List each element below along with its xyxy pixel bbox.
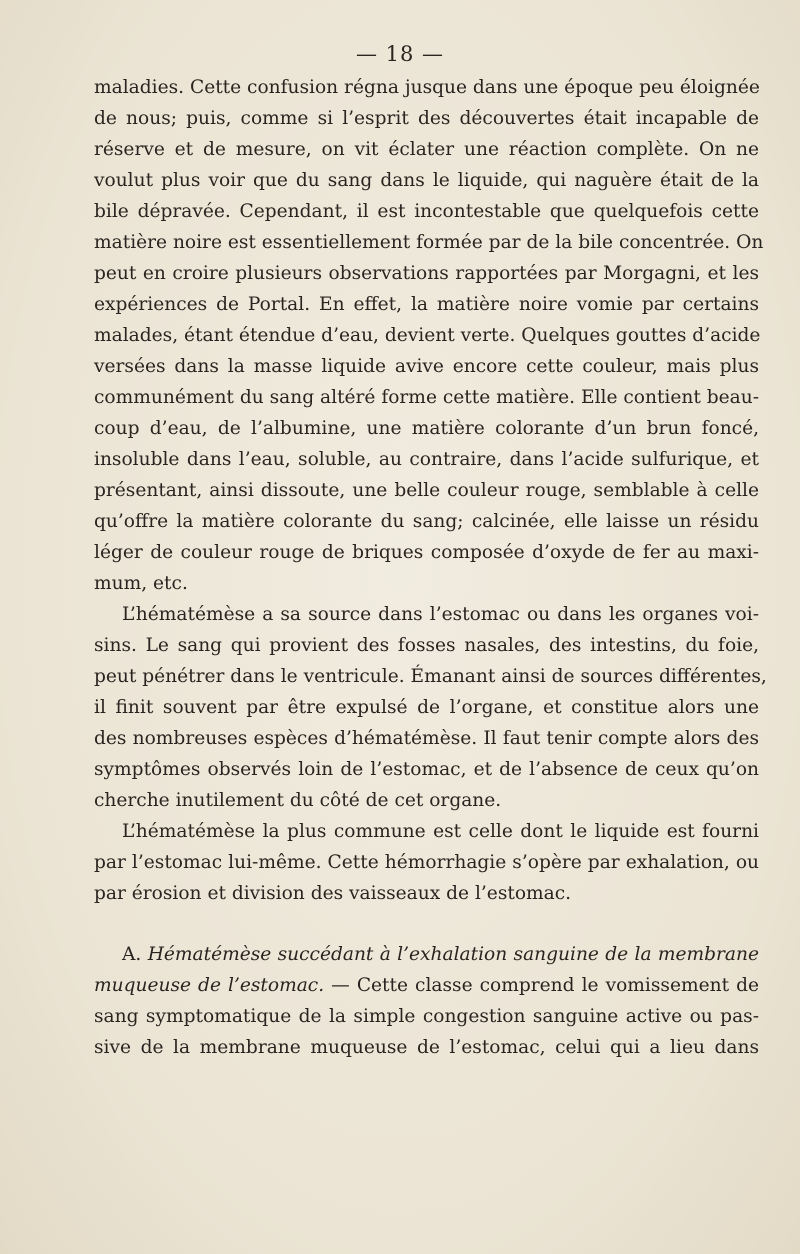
text-line: symptômes observés loin de l’estomac, et de l’absence de ceux qu’on bbox=[94, 759, 759, 780]
text-line: de nous; puis, comme si l’esprit des découvertes était incapable de bbox=[94, 108, 759, 129]
text-line: léger de couleur rouge de briques composée d’oxyde de fer au maxi- bbox=[94, 542, 759, 563]
text-line: L’hématémèse a sa source dans l’estomac ou dans les organes voi- bbox=[122, 604, 759, 625]
section-text-start: Cette classe comprend le vomissement de bbox=[356, 975, 759, 996]
text-line: il finit souvent par être expulsé de l’organe, et constitue alors une bbox=[94, 697, 759, 718]
em-dash: — bbox=[324, 975, 357, 996]
text-line: sive de la membrane muqueuse de l’estomac, celui qui a lieu dans bbox=[94, 1037, 759, 1058]
text-line: sins. Le sang qui provient des fosses nasales, des intestins, du foie, bbox=[94, 635, 759, 656]
text-line: par érosion et division des vaisseaux de l’estomac. bbox=[94, 883, 572, 904]
section-label: A. bbox=[122, 944, 142, 965]
text-line: des nombreuses espèces d’hématémèse. Il faut tenir compte alors des bbox=[94, 728, 759, 749]
page-number: — 18 — bbox=[355, 42, 445, 66]
text-line: par l’estomac lui-même. Cette hémorrhagie s’opère par exhalation, ou bbox=[94, 852, 759, 873]
section-heading-line bbox=[94, 970, 759, 1001]
text-line: malades, étant étendue d’eau, devient verte. Quelques gouttes d’acide bbox=[94, 325, 761, 346]
text-line: maladies. Cette confusion régna jusque dans une époque peu éloignée bbox=[94, 77, 760, 98]
text-line: mum, etc. bbox=[94, 573, 188, 594]
section-a bbox=[94, 939, 759, 1063]
text-line: présentant, ainsi dissoute, une belle couleur rouge, semblable à celle bbox=[94, 480, 759, 501]
paragraph-3 bbox=[94, 816, 759, 909]
text-line: réserve et de mesure, on vit éclater une réaction complète. On ne bbox=[94, 139, 759, 160]
text-line: L’hématémèse la plus commune est celle dont le liquide est fourni bbox=[122, 821, 759, 842]
section-title-continuation: muqueuse de l’estomac. bbox=[94, 975, 325, 996]
text-line: insoluble dans l’eau, soluble, au contraire, dans l’acide sulfurique, et bbox=[94, 449, 759, 470]
section-spacer bbox=[94, 909, 759, 939]
paragraph-2 bbox=[94, 599, 767, 816]
text-line: bile dépravée. Cependant, il est incontestable que quelquefois cette bbox=[94, 201, 759, 222]
text-line: peut en croire plusieurs observations rapportées par Morgagni, et les bbox=[94, 263, 759, 284]
text-line: sang symptomatique de la simple congestion sanguine active ou pas- bbox=[94, 1006, 759, 1027]
text-line: peut pénétrer dans le ventricule. Émanant ainsi de sources différentes, bbox=[94, 666, 767, 687]
paragraph-1 bbox=[94, 72, 764, 599]
text-line: communément du sang altéré forme cette matière. Elle contient beau- bbox=[94, 387, 759, 408]
text-line: matière noire est essentiellement formée par de la bile concentrée. On bbox=[94, 232, 764, 253]
text-line: versées dans la masse liquide avive encore cette couleur, mais plus bbox=[94, 356, 759, 377]
body-text bbox=[94, 72, 767, 1063]
text-line: cherche inutilement du côté de cet organe. bbox=[94, 790, 502, 811]
text-line: coup d’eau, de l’albumine, une matière colorante d’un brun foncé, bbox=[94, 418, 759, 439]
text-line: voulut plus voir que du sang dans le liquide, qui naguère était de la bbox=[94, 170, 759, 191]
text-line: expériences de Portal. En effet, la matière noire vomie par certains bbox=[94, 294, 759, 315]
section-title: Hématémèse succédant à l’exhalation sanguine de la membrane bbox=[147, 944, 759, 965]
section-heading-line bbox=[94, 939, 759, 970]
text-line: qu’offre la matière colorante du sang; calcinée, elle laisse un résidu bbox=[94, 511, 759, 532]
